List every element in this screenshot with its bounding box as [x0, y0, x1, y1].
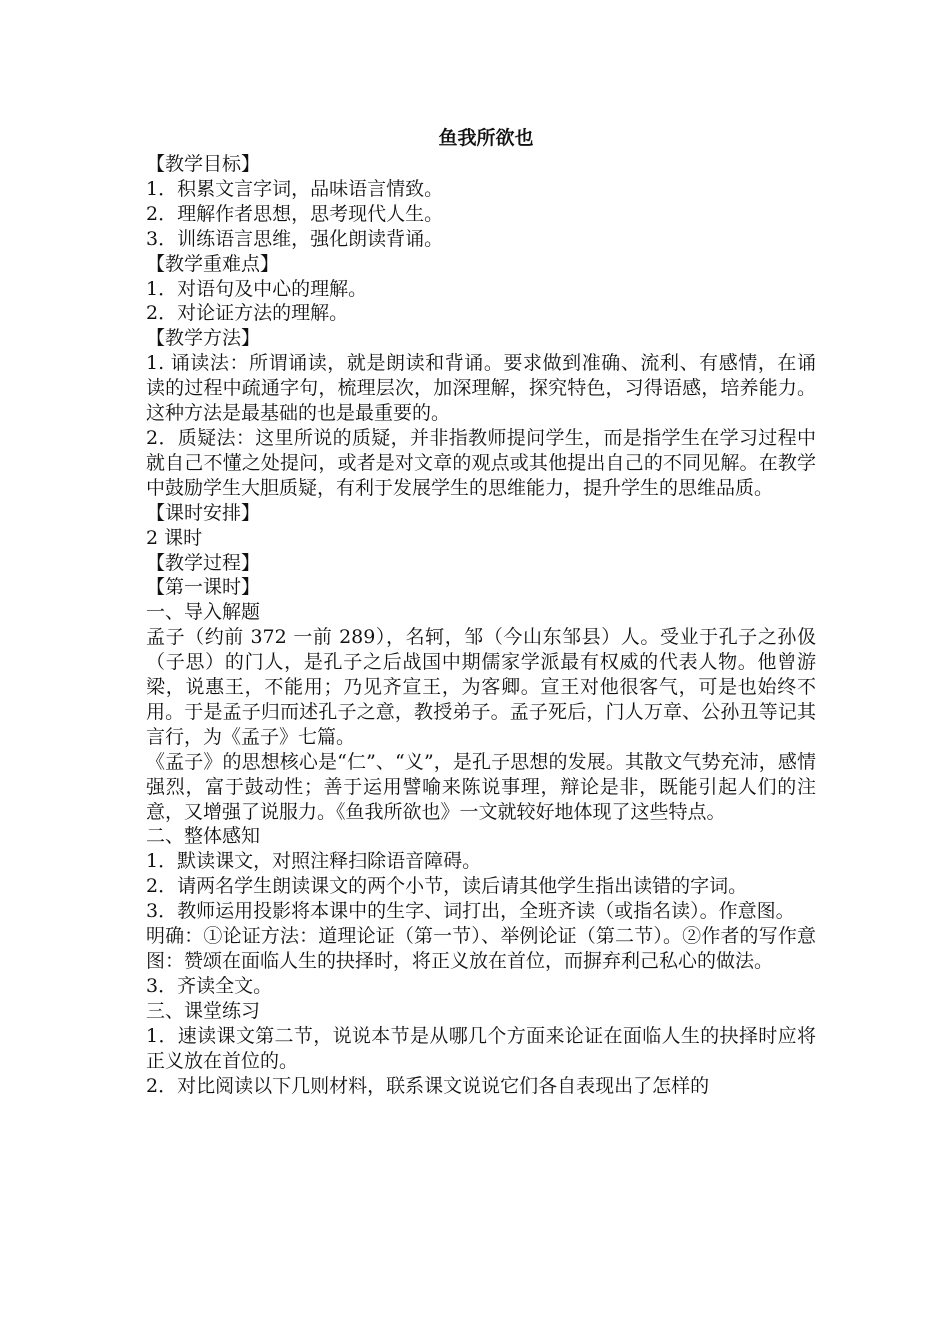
- key-point-item: 1．对语句及中心的理解。: [146, 277, 368, 300]
- goal-item: 3．训练语言思维，强化朗读背诵。: [146, 227, 444, 250]
- key-point-item: 2．对论证方法的理解。: [146, 302, 349, 325]
- activity-item: 3．教师运用投影将本课中的生字、词打出，全班齐读（或指名读）。作意图。: [146, 900, 795, 923]
- subsection-heading: 三、课堂练习: [146, 999, 261, 1022]
- activity-item: 1．默读课文，对照注释扫除语音障碍。: [146, 850, 482, 873]
- exercise-item: 1．速读课文第二节，说说本节是从哪几个方面来论证在面临人生的抉择时应将正义放在首位的。: [146, 1024, 816, 1072]
- section-heading-methods: 【教学方法】: [146, 327, 261, 350]
- section-heading-goals: 【教学目标】: [146, 153, 261, 175]
- subsection-heading: 二、整体感知: [146, 825, 261, 848]
- document-body: [146, 152, 816, 1098]
- schedule-text: 2 课时: [146, 526, 203, 549]
- method-paragraph: 1. 诵读法：所谓诵读，就是朗读和背诵。要求做到准确、流利、有感情，在诵读的过程中疏通字句，梳理层次，加深理解，探究特色，习得语感，培养能力。这种方法是最基础的也是最重要的。: [146, 352, 816, 425]
- section-heading-first-lesson: 【第一课时】: [146, 576, 261, 599]
- intro-paragraph: 孟子（约前 372 一前 289），名轲，邹（今山东邹县）人。受业于孔子之孙伋（子思）的门人，是孔子之后战国中期儒家学派最有权威的代表人物。他曾游梁，说惠王，不能用；乃见齐宣王，为客卿。宣王对他很客气，可是也始终不用。于是孟子归而述孔子之意，教授弟子。孟子死后，门人万章、公孙丑等记其言行，为《孟子》七篇。: [146, 626, 816, 748]
- document-page: [146, 124, 816, 1098]
- goal-item: 1．积累文言字词，品味语言情致。: [146, 177, 444, 200]
- document-title: 鱼我所欲也: [438, 127, 534, 149]
- clarification-paragraph: 明确：①论证方法：道理论证（第一节）、举例论证（第二节）。②作者的写作意图：赞颂在面临人生的抉择时，将正义放在首位，而摒弃利己私心的做法。: [146, 925, 816, 972]
- intro-paragraph: 《孟子》的思想核心是“仁”、“义”，是孔子思想的发展。其散文气势充沛，感情强烈，富于鼓动性；善于运用譬喻来陈说事理，辩论是非，既能引起人们的注意，又增强了说服力。《鱼我所欲也》一文就较好地体现了这些特点。: [146, 750, 816, 823]
- exercise-item: 2．对比阅读以下几则材料，联系课文说说它们各自表现出了怎样的: [146, 1074, 710, 1097]
- subsection-heading: 一、导入解题: [146, 601, 261, 624]
- method-paragraph: 2．质疑法：这里所说的质疑，并非指教师提问学生，而是指学生在学习过程中就自己不懂之处提问，或者是对文章的观点或其他提出自己的不同见解。在教学中鼓励学生大胆质疑，有利于发展学生的思维能力，提升学生的思维品质。: [146, 426, 816, 499]
- section-heading-key-points: 【教学重难点】: [146, 252, 280, 275]
- activity-item: 2．请两名学生朗读课文的两个小节，读后请其他学生指出读错的字词。: [146, 875, 748, 898]
- goal-item: 2．理解作者思想，思考现代人生。: [146, 202, 444, 225]
- section-heading-process: 【教学过程】: [146, 551, 261, 574]
- activity-item: 3．齐读全文。: [146, 974, 273, 997]
- section-heading-schedule: 【课时安排】: [146, 501, 261, 524]
